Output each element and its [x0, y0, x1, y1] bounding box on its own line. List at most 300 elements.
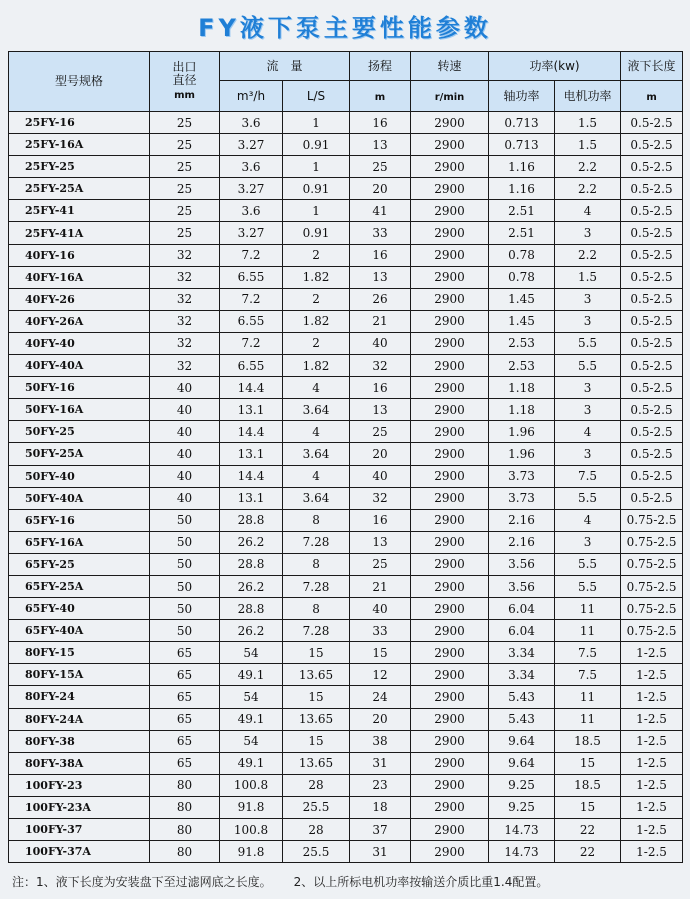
cell-motor-power: 4: [555, 200, 621, 222]
cell-head: 13: [350, 266, 411, 288]
cell-flow-m3h: 7.2: [220, 288, 283, 310]
table-row: [9, 509, 683, 531]
cell-head: 21: [350, 575, 411, 597]
cell-head: 38: [350, 730, 411, 752]
cell-head: 20: [350, 443, 411, 465]
cell-outlet-diameter: 50: [150, 531, 220, 553]
cell-motor-power: 5.5: [555, 355, 621, 377]
cell-outlet-diameter: 50: [150, 598, 220, 620]
table-row: [9, 487, 683, 509]
cell-flow-m3h: 6.55: [220, 266, 283, 288]
cell-model: 25FY-25: [9, 156, 150, 178]
table-row: [9, 620, 683, 642]
cell-flow-m3h: 100.8: [220, 774, 283, 796]
cell-shaft-power: 3.34: [489, 664, 555, 686]
cell-motor-power: 7.5: [555, 465, 621, 487]
cell-outlet-diameter: 32: [150, 288, 220, 310]
table-row: [9, 708, 683, 730]
cell-outlet-diameter: 32: [150, 332, 220, 354]
cell-model: 80FY-15A: [9, 664, 150, 686]
cell-model: 65FY-16A: [9, 531, 150, 553]
cell-outlet-diameter: 50: [150, 620, 220, 642]
table-row: [9, 200, 683, 222]
cell-model: 100FY-37A: [9, 841, 150, 863]
cell-motor-power: 7.5: [555, 642, 621, 664]
cell-speed: 2900: [411, 244, 489, 266]
cell-flow-m3h: 3.27: [220, 178, 283, 200]
cell-head: 13: [350, 399, 411, 421]
cell-shaft-power: 3.73: [489, 487, 555, 509]
cell-model: 65FY-16: [9, 509, 150, 531]
cell-outlet-diameter: 65: [150, 664, 220, 686]
cell-flow-ls: 1.82: [283, 355, 350, 377]
cell-outlet-diameter: 25: [150, 178, 220, 200]
cell-flow-m3h: 3.27: [220, 134, 283, 156]
cell-shaft-power: 2.51: [489, 200, 555, 222]
cell-flow-m3h: 28.8: [220, 598, 283, 620]
cell-shaft-power: 2.16: [489, 509, 555, 531]
header-length: 液下长度: [621, 52, 683, 81]
cell-head: 31: [350, 752, 411, 774]
cell-shaft-power: 3.34: [489, 642, 555, 664]
cell-motor-power: 5.5: [555, 332, 621, 354]
header-head-unit: [350, 81, 411, 112]
cell-head: 13: [350, 134, 411, 156]
cell-flow-m3h: 54: [220, 686, 283, 708]
cell-shaft-power: 2.16: [489, 531, 555, 553]
table-row: [9, 178, 683, 200]
cell-speed: 2900: [411, 774, 489, 796]
cell-outlet-diameter: 40: [150, 377, 220, 399]
cell-motor-power: 11: [555, 620, 621, 642]
cell-head: 25: [350, 156, 411, 178]
table-row: [9, 421, 683, 443]
table-row: [9, 819, 683, 841]
cell-outlet-diameter: 65: [150, 686, 220, 708]
cell-immersion-length: 0.5-2.5: [621, 310, 683, 332]
cell-flow-m3h: 3.27: [220, 222, 283, 244]
cell-flow-ls: 7.28: [283, 620, 350, 642]
cell-motor-power: 11: [555, 598, 621, 620]
cell-speed: 2900: [411, 487, 489, 509]
cell-speed: 2900: [411, 620, 489, 642]
table-row: [9, 752, 683, 774]
cell-flow-ls: 25.5: [283, 841, 350, 863]
header-length-unit: [621, 81, 683, 112]
header-speed-unit: [411, 81, 489, 112]
cell-motor-power: 11: [555, 708, 621, 730]
cell-motor-power: 1.5: [555, 266, 621, 288]
cell-motor-power: 11: [555, 686, 621, 708]
cell-immersion-length: 0.75-2.5: [621, 553, 683, 575]
footnote-2: 2、以上所标电机功率按输送介质比重1.4配置。: [293, 875, 549, 889]
table-row: [9, 134, 683, 156]
cell-head: 16: [350, 112, 411, 134]
cell-outlet-diameter: 80: [150, 841, 220, 863]
cell-motor-power: 3: [555, 310, 621, 332]
cell-speed: 2900: [411, 112, 489, 134]
cell-head: 20: [350, 708, 411, 730]
table-row: [9, 465, 683, 487]
cell-motor-power: 3: [555, 288, 621, 310]
cell-outlet-diameter: 40: [150, 487, 220, 509]
cell-immersion-length: 0.5-2.5: [621, 266, 683, 288]
cell-flow-ls: 15: [283, 642, 350, 664]
cell-outlet-diameter: 50: [150, 553, 220, 575]
cell-flow-ls: 28: [283, 774, 350, 796]
cell-motor-power: 2.2: [555, 156, 621, 178]
cell-immersion-length: 1-2.5: [621, 730, 683, 752]
header-outlet-diameter: [150, 52, 220, 112]
cell-flow-ls: 8: [283, 598, 350, 620]
cell-motor-power: 1.5: [555, 134, 621, 156]
cell-flow-m3h: 26.2: [220, 620, 283, 642]
cell-motor-power: 2.2: [555, 244, 621, 266]
cell-motor-power: 3: [555, 531, 621, 553]
cell-model: 25FY-16: [9, 112, 150, 134]
cell-model: 40FY-26A: [9, 310, 150, 332]
cell-head: 33: [350, 620, 411, 642]
cell-head: 25: [350, 421, 411, 443]
cell-outlet-diameter: 65: [150, 642, 220, 664]
cell-shaft-power: 1.16: [489, 178, 555, 200]
cell-shaft-power: 9.64: [489, 730, 555, 752]
cell-motor-power: 3: [555, 377, 621, 399]
cell-motor-power: 3: [555, 443, 621, 465]
header-flow: 流 量: [220, 52, 350, 81]
cell-shaft-power: 0.78: [489, 244, 555, 266]
header-outlet-label: 出口 直径: [172, 60, 197, 87]
cell-motor-power: 4: [555, 509, 621, 531]
table-row: [9, 266, 683, 288]
cell-shaft-power: 0.78: [489, 266, 555, 288]
cell-speed: 2900: [411, 222, 489, 244]
table-row: [9, 112, 683, 134]
cell-flow-ls: 2: [283, 288, 350, 310]
cell-outlet-diameter: 65: [150, 752, 220, 774]
cell-flow-ls: 1: [283, 112, 350, 134]
cell-speed: 2900: [411, 642, 489, 664]
speed-unit: r/min: [434, 91, 465, 103]
cell-shaft-power: 2.51: [489, 222, 555, 244]
cell-immersion-length: 1-2.5: [621, 774, 683, 796]
cell-speed: 2900: [411, 355, 489, 377]
table-row: [9, 355, 683, 377]
cell-flow-ls: 2: [283, 244, 350, 266]
cell-flow-m3h: 26.2: [220, 531, 283, 553]
cell-flow-ls: 0.91: [283, 222, 350, 244]
cell-shaft-power: 1.45: [489, 288, 555, 310]
cell-flow-m3h: 7.2: [220, 332, 283, 354]
cell-motor-power: 5.5: [555, 553, 621, 575]
cell-flow-m3h: 54: [220, 642, 283, 664]
cell-speed: 2900: [411, 399, 489, 421]
cell-speed: 2900: [411, 509, 489, 531]
cell-shaft-power: 1.18: [489, 377, 555, 399]
cell-immersion-length: 0.75-2.5: [621, 531, 683, 553]
cell-head: 15: [350, 642, 411, 664]
cell-shaft-power: 0.713: [489, 112, 555, 134]
header-flow-ls: L/S: [283, 81, 350, 112]
cell-shaft-power: 1.45: [489, 310, 555, 332]
cell-flow-ls: 25.5: [283, 796, 350, 818]
cell-flow-m3h: 91.8: [220, 841, 283, 863]
cell-shaft-power: 9.25: [489, 774, 555, 796]
cell-flow-ls: 3.64: [283, 399, 350, 421]
cell-shaft-power: 14.73: [489, 819, 555, 841]
cell-flow-ls: 8: [283, 553, 350, 575]
cell-shaft-power: 6.04: [489, 620, 555, 642]
header-flow-m3h: m³/h: [220, 81, 283, 112]
cell-speed: 2900: [411, 200, 489, 222]
table-row: [9, 598, 683, 620]
page-title: FY液下泵主要性能参数: [198, 14, 492, 42]
cell-flow-m3h: 6.55: [220, 310, 283, 332]
cell-speed: 2900: [411, 686, 489, 708]
cell-outlet-diameter: 25: [150, 112, 220, 134]
cell-speed: 2900: [411, 443, 489, 465]
cell-shaft-power: 1.16: [489, 156, 555, 178]
cell-motor-power: 5.5: [555, 487, 621, 509]
table-row: [9, 664, 683, 686]
cell-immersion-length: 0.5-2.5: [621, 332, 683, 354]
performance-table: [8, 51, 683, 863]
cell-speed: 2900: [411, 332, 489, 354]
cell-shaft-power: 1.18: [489, 399, 555, 421]
cell-shaft-power: 9.64: [489, 752, 555, 774]
cell-immersion-length: 0.5-2.5: [621, 288, 683, 310]
cell-model: 65FY-25A: [9, 575, 150, 597]
cell-model: 50FY-16A: [9, 399, 150, 421]
cell-motor-power: 15: [555, 752, 621, 774]
cell-flow-m3h: 91.8: [220, 796, 283, 818]
cell-model: 80FY-24: [9, 686, 150, 708]
cell-speed: 2900: [411, 553, 489, 575]
header-head: 扬程: [350, 52, 411, 81]
cell-immersion-length: 0.5-2.5: [621, 222, 683, 244]
cell-flow-m3h: 26.2: [220, 575, 283, 597]
cell-model: 100FY-23A: [9, 796, 150, 818]
cell-immersion-length: 0.5-2.5: [621, 178, 683, 200]
cell-outlet-diameter: 80: [150, 819, 220, 841]
cell-speed: 2900: [411, 266, 489, 288]
cell-flow-ls: 2: [283, 332, 350, 354]
table-row: [9, 575, 683, 597]
cell-immersion-length: 0.75-2.5: [621, 620, 683, 642]
cell-immersion-length: 0.5-2.5: [621, 156, 683, 178]
cell-immersion-length: 0.5-2.5: [621, 244, 683, 266]
cell-flow-m3h: 13.1: [220, 443, 283, 465]
cell-speed: 2900: [411, 156, 489, 178]
table-row: [9, 399, 683, 421]
cell-model: 65FY-25: [9, 553, 150, 575]
table-row: [9, 531, 683, 553]
cell-head: 21: [350, 310, 411, 332]
cell-outlet-diameter: 40: [150, 465, 220, 487]
cell-flow-ls: 4: [283, 421, 350, 443]
cell-model: 25FY-41: [9, 200, 150, 222]
cell-immersion-length: 1-2.5: [621, 708, 683, 730]
performance-table-container: [8, 51, 682, 863]
cell-immersion-length: 0.5-2.5: [621, 465, 683, 487]
cell-outlet-diameter: 25: [150, 156, 220, 178]
cell-flow-ls: 15: [283, 730, 350, 752]
cell-immersion-length: 1-2.5: [621, 819, 683, 841]
cell-head: 32: [350, 487, 411, 509]
cell-shaft-power: 2.53: [489, 355, 555, 377]
cell-shaft-power: 14.73: [489, 841, 555, 863]
cell-head: 16: [350, 244, 411, 266]
cell-flow-m3h: 28.8: [220, 553, 283, 575]
cell-model: 65FY-40: [9, 598, 150, 620]
cell-model: 25FY-16A: [9, 134, 150, 156]
table-row: [9, 156, 683, 178]
cell-motor-power: 3: [555, 222, 621, 244]
cell-immersion-length: 0.75-2.5: [621, 509, 683, 531]
cell-model: 40FY-16A: [9, 266, 150, 288]
table-row: [9, 841, 683, 863]
cell-flow-ls: 7.28: [283, 531, 350, 553]
cell-outlet-diameter: 25: [150, 200, 220, 222]
cell-model: 80FY-24A: [9, 708, 150, 730]
cell-outlet-diameter: 40: [150, 421, 220, 443]
cell-speed: 2900: [411, 796, 489, 818]
cell-outlet-diameter: 50: [150, 575, 220, 597]
cell-shaft-power: 3.56: [489, 575, 555, 597]
cell-immersion-length: 0.75-2.5: [621, 598, 683, 620]
cell-flow-ls: 1: [283, 200, 350, 222]
cell-outlet-diameter: 50: [150, 509, 220, 531]
table-row: [9, 310, 683, 332]
cell-model: 50FY-25: [9, 421, 150, 443]
cell-head: 25: [350, 553, 411, 575]
cell-speed: 2900: [411, 708, 489, 730]
cell-shaft-power: 5.43: [489, 686, 555, 708]
cell-model: 100FY-23: [9, 774, 150, 796]
cell-flow-ls: 13.65: [283, 708, 350, 730]
cell-motor-power: 22: [555, 841, 621, 863]
cell-speed: 2900: [411, 730, 489, 752]
table-row: [9, 222, 683, 244]
cell-model: 80FY-38A: [9, 752, 150, 774]
cell-shaft-power: 9.25: [489, 796, 555, 818]
cell-immersion-length: 0.75-2.5: [621, 575, 683, 597]
table-row: [9, 642, 683, 664]
cell-head: 31: [350, 841, 411, 863]
cell-head: 40: [350, 332, 411, 354]
cell-outlet-diameter: 40: [150, 443, 220, 465]
cell-speed: 2900: [411, 819, 489, 841]
table-row: [9, 244, 683, 266]
cell-flow-ls: 4: [283, 465, 350, 487]
cell-head: 40: [350, 598, 411, 620]
cell-head: 18: [350, 796, 411, 818]
cell-head: 12: [350, 664, 411, 686]
cell-immersion-length: 0.5-2.5: [621, 200, 683, 222]
table-row: [9, 686, 683, 708]
cell-outlet-diameter: 80: [150, 796, 220, 818]
table-row: [9, 774, 683, 796]
cell-flow-ls: 1.82: [283, 310, 350, 332]
cell-model: 40FY-16: [9, 244, 150, 266]
cell-flow-ls: 28: [283, 819, 350, 841]
cell-head: 26: [350, 288, 411, 310]
header-model: 型号规格: [9, 52, 150, 112]
cell-flow-ls: 1: [283, 156, 350, 178]
cell-flow-ls: 1.82: [283, 266, 350, 288]
cell-model: 40FY-40: [9, 332, 150, 354]
cell-model: 40FY-26: [9, 288, 150, 310]
cell-immersion-length: 0.5-2.5: [621, 421, 683, 443]
cell-outlet-diameter: 40: [150, 399, 220, 421]
cell-flow-m3h: 3.6: [220, 200, 283, 222]
cell-flow-m3h: 49.1: [220, 708, 283, 730]
cell-outlet-diameter: 32: [150, 310, 220, 332]
cell-head: 33: [350, 222, 411, 244]
table-row: [9, 796, 683, 818]
cell-outlet-diameter: 32: [150, 244, 220, 266]
cell-model: 25FY-25A: [9, 178, 150, 200]
cell-speed: 2900: [411, 531, 489, 553]
cell-immersion-length: 1-2.5: [621, 752, 683, 774]
cell-flow-m3h: 100.8: [220, 819, 283, 841]
cell-shaft-power: 3.56: [489, 553, 555, 575]
cell-flow-ls: 13.65: [283, 752, 350, 774]
cell-speed: 2900: [411, 134, 489, 156]
cell-flow-ls: 13.65: [283, 664, 350, 686]
cell-outlet-diameter: 80: [150, 774, 220, 796]
table-row: [9, 332, 683, 354]
cell-head: 32: [350, 355, 411, 377]
cell-flow-ls: 8: [283, 509, 350, 531]
cell-immersion-length: 1-2.5: [621, 642, 683, 664]
cell-flow-ls: 4: [283, 377, 350, 399]
cell-shaft-power: 1.96: [489, 421, 555, 443]
cell-flow-ls: 0.91: [283, 178, 350, 200]
cell-flow-ls: 3.64: [283, 443, 350, 465]
cell-model: 25FY-41A: [9, 222, 150, 244]
cell-outlet-diameter: 32: [150, 355, 220, 377]
cell-flow-m3h: 6.55: [220, 355, 283, 377]
cell-immersion-length: 0.5-2.5: [621, 134, 683, 156]
cell-speed: 2900: [411, 421, 489, 443]
table-row: [9, 730, 683, 752]
footnote: [12, 873, 682, 890]
cell-head: 40: [350, 465, 411, 487]
cell-motor-power: 2.2: [555, 178, 621, 200]
cell-motor-power: 1.5: [555, 112, 621, 134]
cell-speed: 2900: [411, 752, 489, 774]
cell-speed: 2900: [411, 465, 489, 487]
cell-shaft-power: 0.713: [489, 134, 555, 156]
cell-model: 50FY-40: [9, 465, 150, 487]
cell-head: 16: [350, 377, 411, 399]
header-outlet-unit: mm: [174, 90, 195, 101]
cell-speed: 2900: [411, 310, 489, 332]
cell-flow-m3h: 7.2: [220, 244, 283, 266]
cell-outlet-diameter: 32: [150, 266, 220, 288]
cell-head: 24: [350, 686, 411, 708]
length-unit: m: [646, 91, 657, 103]
cell-head: 37: [350, 819, 411, 841]
table-row: [9, 377, 683, 399]
cell-flow-ls: 3.64: [283, 487, 350, 509]
cell-immersion-length: 0.5-2.5: [621, 377, 683, 399]
cell-head: 13: [350, 531, 411, 553]
cell-speed: 2900: [411, 377, 489, 399]
cell-outlet-diameter: 25: [150, 222, 220, 244]
cell-motor-power: 18.5: [555, 730, 621, 752]
